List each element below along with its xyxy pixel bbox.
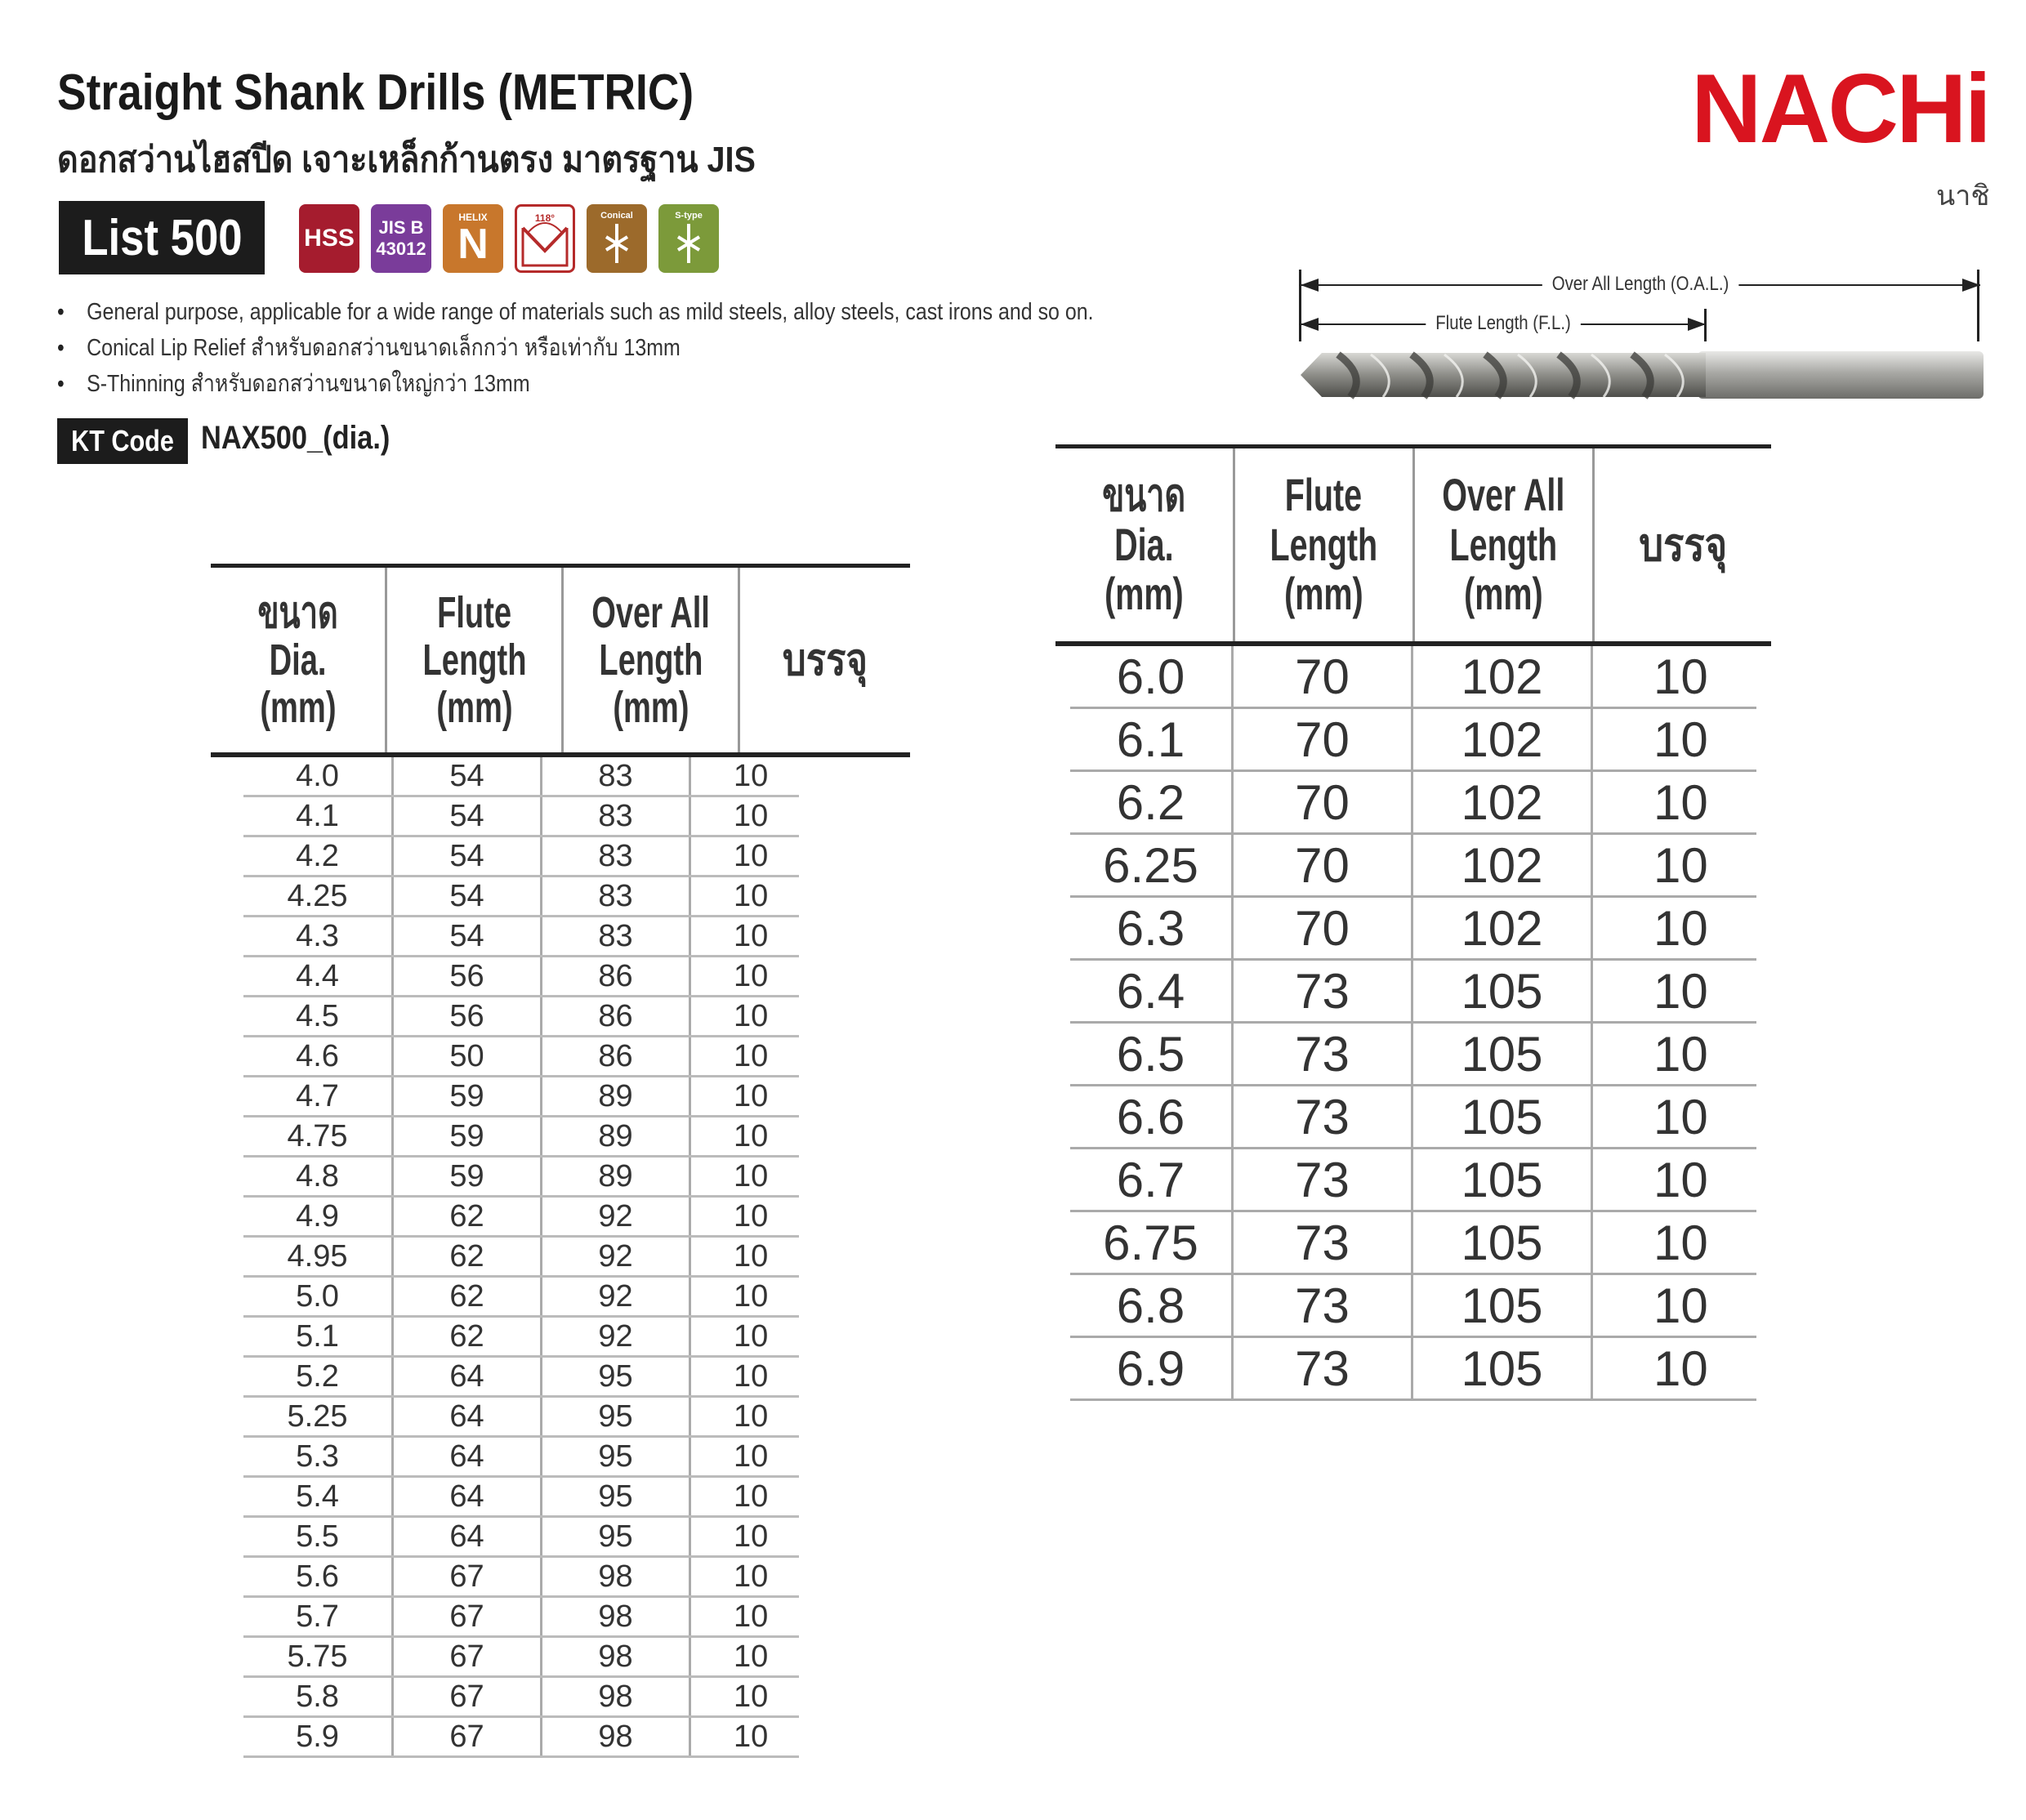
table-row <box>243 917 799 957</box>
conical-label: Conical <box>600 211 633 221</box>
table-row <box>243 1558 799 1598</box>
cell-pack: 10 <box>1653 1278 1708 1333</box>
cell-pack: 10 <box>734 1358 769 1394</box>
table-row <box>243 1398 799 1438</box>
table-row <box>1070 1086 1756 1149</box>
header-dia: ขนาด Dia. (mm) <box>211 568 387 752</box>
flute-label: Flute Length (F.L.) <box>1426 312 1580 335</box>
table-row <box>243 1438 799 1478</box>
cell-overall-length: 89 <box>542 1158 691 1195</box>
cell-pack: 10 <box>1653 711 1708 767</box>
kt-code-label <box>57 418 188 464</box>
cell-overall-length: 105 <box>1413 1149 1593 1210</box>
table-body <box>1070 646 1756 1401</box>
cell-flute-length: 64 <box>394 1438 542 1475</box>
helix-small-label: HELIX <box>458 212 488 223</box>
cell-flute-length: 62 <box>394 1318 542 1355</box>
cell-dia: 4.2 <box>243 837 394 875</box>
table-row <box>243 1638 799 1678</box>
cell-overall-length: 86 <box>542 997 691 1035</box>
cell-pack: 10 <box>734 1238 769 1274</box>
cell-overall-length: 105 <box>1413 1275 1593 1336</box>
arrow-left-icon <box>1301 279 1319 292</box>
cell-flute-length: 67 <box>394 1558 542 1595</box>
jis-line2: 43012 <box>376 239 426 259</box>
table-row <box>243 797 799 837</box>
cell-dia: 5.0 <box>243 1278 394 1315</box>
cell-dia: 6.8 <box>1070 1275 1234 1336</box>
cell-dia: 4.5 <box>243 997 394 1035</box>
cell-pack: 10 <box>734 1599 769 1634</box>
cell-dia: 4.8 <box>243 1158 394 1195</box>
cell-overall-length: 98 <box>542 1718 691 1755</box>
cell-pack: 10 <box>734 798 769 833</box>
cell-dia: 6.1 <box>1070 709 1234 769</box>
cell-overall-length: 92 <box>542 1278 691 1315</box>
cell-dia: 4.1 <box>243 797 394 835</box>
cell-dia: 6.9 <box>1070 1338 1234 1398</box>
cell-overall-length: 98 <box>542 1678 691 1715</box>
cell-pack: 10 <box>1653 774 1708 830</box>
table-row <box>243 1358 799 1398</box>
cell-overall-length: 102 <box>1413 709 1593 769</box>
cell-dia: 4.4 <box>243 957 394 995</box>
cell-overall-length: 95 <box>542 1398 691 1435</box>
cell-flute-length: 64 <box>394 1398 542 1435</box>
cell-flute-length: 73 <box>1234 1212 1413 1273</box>
table-row <box>243 1518 799 1558</box>
cell-dia: 6.7 <box>1070 1149 1234 1210</box>
cell-pack: 10 <box>734 1278 769 1314</box>
cell-flute-length: 73 <box>1234 961 1413 1021</box>
cell-dia: 4.3 <box>243 917 394 955</box>
header-pack: บรรจุ <box>782 635 868 685</box>
cell-flute-length: 56 <box>394 957 542 995</box>
cell-pack: 10 <box>734 1318 769 1354</box>
cell-pack: 10 <box>1653 1089 1708 1144</box>
cell-pack: 10 <box>1653 900 1708 956</box>
cell-pack: 10 <box>1653 1340 1708 1396</box>
cell-flute-length: 54 <box>394 757 542 795</box>
cell-pack: 10 <box>734 1519 769 1554</box>
nachi-logo: NACHi <box>1691 54 1989 163</box>
cell-flute-length: 70 <box>1234 646 1413 707</box>
cell-pack: 10 <box>734 958 769 993</box>
cell-dia: 5.2 <box>243 1358 394 1395</box>
table-row <box>243 1478 799 1518</box>
oal-label: Over All Length (O.A.L.) <box>1542 273 1738 296</box>
jis-standard-icon <box>371 204 431 273</box>
cell-dia: 4.95 <box>243 1238 394 1275</box>
cell-pack: 10 <box>1653 963 1708 1019</box>
table-row <box>1070 709 1756 772</box>
cell-flute-length: 73 <box>1234 1338 1413 1398</box>
cell-dia: 5.3 <box>243 1438 394 1475</box>
cell-overall-length: 95 <box>542 1478 691 1515</box>
cell-overall-length: 105 <box>1413 1338 1593 1398</box>
cell-flute-length: 56 <box>394 997 542 1035</box>
cell-pack: 10 <box>1653 837 1708 893</box>
stype-label: S-type <box>675 211 703 221</box>
cell-flute-length: 62 <box>394 1238 542 1275</box>
cell-flute-length: 54 <box>394 917 542 955</box>
cell-dia: 5.7 <box>243 1598 394 1635</box>
table-row <box>1070 772 1756 835</box>
cell-dia: 5.8 <box>243 1678 394 1715</box>
cell-overall-length: 83 <box>542 917 691 955</box>
cell-overall-length: 83 <box>542 837 691 875</box>
cell-overall-length: 105 <box>1413 1086 1593 1147</box>
flute-dimension <box>1301 312 1706 337</box>
cell-dia: 6.5 <box>1070 1024 1234 1084</box>
cell-pack: 10 <box>734 1078 769 1113</box>
cell-pack: 10 <box>734 758 769 793</box>
header-overall-length: Over All Length (mm) <box>1415 448 1595 641</box>
cell-flute-length: 62 <box>394 1198 542 1235</box>
cell-overall-length: 95 <box>542 1358 691 1395</box>
table-row <box>243 877 799 917</box>
oal-dimension <box>1301 273 1980 297</box>
cell-overall-length: 83 <box>542 877 691 915</box>
table-row <box>243 1158 799 1198</box>
cell-flute-length: 64 <box>394 1478 542 1515</box>
cell-overall-length: 98 <box>542 1598 691 1635</box>
cell-pack: 10 <box>734 998 769 1033</box>
table-row <box>1070 1338 1756 1401</box>
cell-dia: 5.1 <box>243 1318 394 1355</box>
header-dia: ขนาด Dia. (mm) <box>1055 448 1235 641</box>
cell-flute-length: 70 <box>1234 709 1413 769</box>
cell-overall-length: 98 <box>542 1558 691 1595</box>
cell-overall-length: 92 <box>542 1318 691 1355</box>
table-row <box>243 997 799 1037</box>
cell-dia: 6.75 <box>1070 1212 1234 1273</box>
list-label: List 500 <box>81 209 243 266</box>
cell-pack: 10 <box>1653 1215 1708 1270</box>
spec-table-left <box>211 564 910 1789</box>
helix-letter: N <box>457 221 489 268</box>
cell-flute-length: 54 <box>394 797 542 835</box>
table-row <box>1070 1149 1756 1212</box>
cell-pack: 10 <box>734 838 769 873</box>
arrow-right-icon <box>1688 318 1706 331</box>
cell-dia: 5.6 <box>243 1558 394 1595</box>
kt-code-value: NAX500_(dia.) <box>201 420 390 456</box>
table-row <box>243 1678 799 1718</box>
angle-label: 118° <box>534 212 556 224</box>
header-flute-length: Flute Length (mm) <box>1235 448 1415 641</box>
cell-dia: 5.9 <box>243 1718 394 1755</box>
cell-overall-length: 105 <box>1413 1212 1593 1273</box>
cell-dia: 5.25 <box>243 1398 394 1435</box>
table-row <box>1070 835 1756 898</box>
drill-bit-image <box>1289 343 1988 407</box>
cell-overall-length: 102 <box>1413 646 1593 707</box>
table-row <box>243 1318 799 1358</box>
nachi-logo-thai: นาชิ <box>1936 181 1990 212</box>
feature-item: • S-Thinning สำหรับดอกสว่านขนาดใหญ่กว่า 13mm <box>57 366 1094 402</box>
table-row <box>243 957 799 997</box>
table-row <box>1070 646 1756 709</box>
table-row <box>1070 1212 1756 1275</box>
point-angle-icon <box>515 204 575 273</box>
table-row <box>243 1198 799 1238</box>
cell-overall-length: 89 <box>542 1117 691 1155</box>
arrow-left-icon <box>1301 318 1319 331</box>
cell-flute-length: 73 <box>1234 1275 1413 1336</box>
cell-dia: 6.2 <box>1070 772 1234 832</box>
cell-flute-length: 64 <box>394 1358 542 1395</box>
table-row <box>243 1117 799 1158</box>
cell-dia: 4.6 <box>243 1037 394 1075</box>
feature-list <box>57 294 1262 402</box>
cell-overall-length: 92 <box>542 1238 691 1275</box>
cell-dia: 4.9 <box>243 1198 394 1235</box>
hss-icon <box>299 204 359 273</box>
header-overall-length: Over All Length (mm) <box>564 568 740 752</box>
table-row <box>243 1278 799 1318</box>
cell-dia: 5.4 <box>243 1478 394 1515</box>
cell-flute-length: 73 <box>1234 1149 1413 1210</box>
jis-line1: JIS B <box>378 217 424 238</box>
cell-pack: 10 <box>734 1038 769 1073</box>
cell-pack: 10 <box>734 1118 769 1153</box>
cell-flute-length: 54 <box>394 877 542 915</box>
cell-dia: 4.25 <box>243 877 394 915</box>
feature-item: • Conical Lip Relief สำหรับดอกสว่านขนาดเล็กกว่า หรือเท่ากับ 13mm <box>57 330 1094 366</box>
cell-overall-length: 102 <box>1413 898 1593 958</box>
page-subtitle: ดอกสว่านไฮสปีด เจาะเหล็กก้านตรง มาตรฐาน JIS <box>57 140 756 180</box>
table-row <box>243 1238 799 1278</box>
page-title: Straight Shank Drills (METRIC) <box>57 65 694 121</box>
cell-pack: 10 <box>734 878 769 913</box>
table-body <box>243 757 799 1758</box>
cell-pack: 10 <box>734 1198 769 1233</box>
cell-flute-length: 67 <box>394 1678 542 1715</box>
cell-pack: 10 <box>734 918 769 953</box>
cell-overall-length: 86 <box>542 957 691 995</box>
kt-code-label-text: KT Code <box>71 424 174 457</box>
cell-dia: 4.0 <box>243 757 394 795</box>
header-flute-length: Flute Length (mm) <box>387 568 564 752</box>
s-type-icon <box>658 204 719 273</box>
cell-flute-length: 64 <box>394 1518 542 1555</box>
cell-flute-length: 73 <box>1234 1024 1413 1084</box>
cell-overall-length: 95 <box>542 1518 691 1555</box>
cell-pack: 10 <box>1653 1152 1708 1207</box>
cell-overall-length: 102 <box>1413 772 1593 832</box>
cell-dia: 4.7 <box>243 1077 394 1115</box>
cell-pack: 10 <box>734 1439 769 1474</box>
table-header <box>211 568 910 752</box>
cell-pack: 10 <box>734 1559 769 1594</box>
cell-overall-length: 86 <box>542 1037 691 1075</box>
cell-pack: 10 <box>734 1639 769 1674</box>
cell-flute-length: 54 <box>394 837 542 875</box>
cell-pack: 10 <box>1653 1026 1708 1082</box>
spec-table-right <box>1055 444 1771 1425</box>
cell-overall-length: 83 <box>542 797 691 835</box>
hss-label: HSS <box>304 225 355 252</box>
cell-flute-length: 62 <box>394 1278 542 1315</box>
table-row <box>243 1598 799 1638</box>
table-row <box>243 1077 799 1117</box>
cell-dia: 6.3 <box>1070 898 1234 958</box>
cell-pack: 10 <box>734 1679 769 1714</box>
cell-overall-length: 105 <box>1413 1024 1593 1084</box>
table-row <box>243 1718 799 1758</box>
cell-overall-length: 83 <box>542 757 691 795</box>
cell-dia: 6.0 <box>1070 646 1234 707</box>
cell-pack: 10 <box>734 1158 769 1193</box>
table-row <box>1070 1275 1756 1338</box>
cell-flute-length: 59 <box>394 1077 542 1115</box>
feature-item: • General purpose, applicable for a wide range of materials such as mild steels, alloy steels, cast irons and so on. <box>57 294 1094 330</box>
helix-icon <box>443 204 503 273</box>
cell-dia: 5.75 <box>243 1638 394 1675</box>
cell-flute-length: 73 <box>1234 1086 1413 1147</box>
cell-dia: 6.25 <box>1070 835 1234 895</box>
cell-flute-length: 67 <box>394 1718 542 1755</box>
cell-overall-length: 102 <box>1413 835 1593 895</box>
cell-flute-length: 50 <box>394 1037 542 1075</box>
cell-flute-length: 70 <box>1234 772 1413 832</box>
cell-flute-length: 70 <box>1234 835 1413 895</box>
cell-flute-length: 70 <box>1234 898 1413 958</box>
cell-pack: 10 <box>1653 649 1708 704</box>
cell-flute-length: 67 <box>394 1638 542 1675</box>
cell-pack: 10 <box>734 1479 769 1514</box>
cell-flute-length: 67 <box>394 1598 542 1635</box>
cell-pack: 10 <box>734 1398 769 1434</box>
cell-overall-length: 98 <box>542 1638 691 1675</box>
table-row <box>1070 961 1756 1024</box>
table-row <box>243 757 799 797</box>
cell-flute-length: 59 <box>394 1158 542 1195</box>
header-pack: บรรจุ <box>1639 518 1727 570</box>
table-row <box>243 1037 799 1077</box>
cell-overall-length: 95 <box>542 1438 691 1475</box>
list-badge <box>59 201 265 274</box>
cell-overall-length: 89 <box>542 1077 691 1115</box>
table-row <box>1070 898 1756 961</box>
table-row <box>1070 1024 1756 1086</box>
cell-dia: 6.4 <box>1070 961 1234 1021</box>
cell-pack: 10 <box>734 1719 769 1754</box>
table-header <box>1055 448 1771 641</box>
conical-icon <box>587 204 647 273</box>
cell-dia: 6.6 <box>1070 1086 1234 1147</box>
table-row <box>243 837 799 877</box>
cell-overall-length: 92 <box>542 1198 691 1235</box>
cell-overall-length: 105 <box>1413 961 1593 1021</box>
cell-flute-length: 59 <box>394 1117 542 1155</box>
arrow-right-icon <box>1962 279 1980 292</box>
cell-dia: 4.75 <box>243 1117 394 1155</box>
cell-dia: 5.5 <box>243 1518 394 1555</box>
